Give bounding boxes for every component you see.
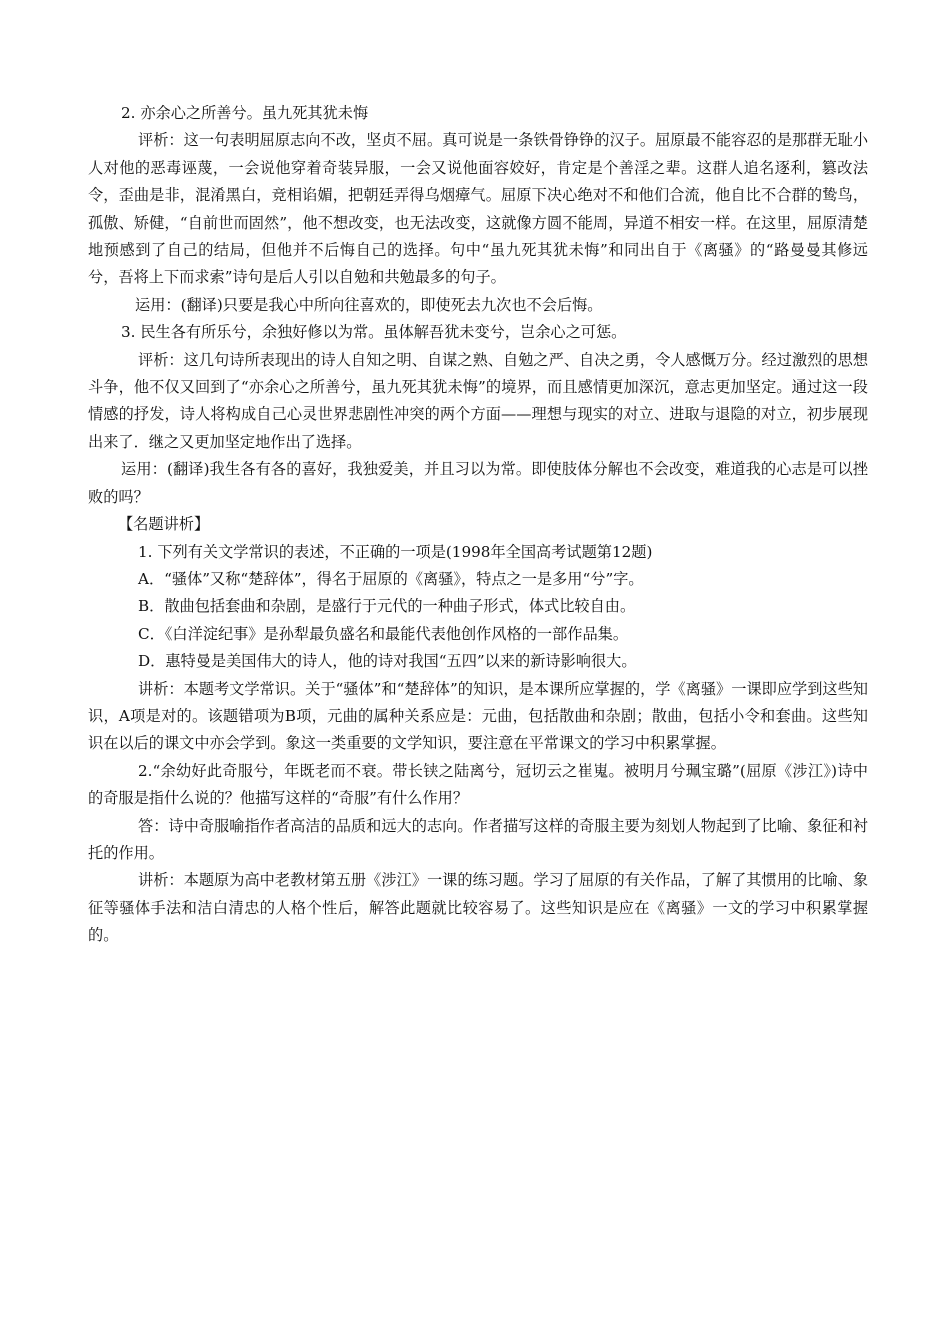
question-2-explanation: 讲析：本题原为高中老教材第五册《涉江》一课的练习题。学习了屈原的有关作品，了解了其惯用的比喻、象征等骚体手法和洁白清忠的人格个性后，解答此题就比较容易了。这些知识是应在《离骚》一文的学习中积累掌握的。 (88, 871, 868, 945)
question-1-explanation: 讲析：本题考文学常识。关于“骚体”和“楚辞体”的知识，是本课所应掌握的，学《离骚》一课即应学到这些知识，A项是对的。该题错项为B项，元曲的属种关系应是：元曲，包括散曲和杂剧；散曲，包括小令和套曲。这些知识在以后的课文中亦会学到。象这一类重要的文学知识，要注意在平常课文的学习中积累掌握。 (88, 679, 868, 753)
option-b: B．散曲包括套曲和杂剧，是盛行于元代的一种曲子形式，体式比较自由。 (138, 597, 636, 616)
item-2-analysis: 评析：这一句表明屈原志向不改，坚贞不屈。真可说是一条铁骨铮铮的汉子。屈原最不能容忍的是那群无耻小人对他的恶毒诬蔑，一会说他穿着奇装异服，一会又说他面容姣好，肯定是个善淫之辈。这群人追名逐利，篡改法令，歪曲是非，混淆黑白，竞相谄媚，把朝廷弄得乌烟瘴气。屈原下决心绝对不和他们合流，他自比不合群的鸷鸟，孤傲、矫健，“自前世而固然”，他不想改变，也无法改变，这就像方圆不能周，异道不相安一样。在这里，屈原清楚地预感到了自己的结局，但他并不后悔自己的选择。句中“虽九死其犹未悔”和同出自于《离骚》的“路曼曼其修远兮，吾将上下而求索”诗句是后人引以自勉和共勉最多的句子。 (88, 131, 868, 287)
question-2-answer: 答：诗中奇服喻指作者高洁的品质和远大的志向。作者描写这样的奇服主要为刻划人物起到了比喻、象征和衬托的作用。 (88, 816, 868, 862)
question-2: 2.“余幼好此奇服兮，年既老而不衰。带长铗之陆离兮，冠切云之崔嵬。被明月兮珮宝璐”(屈原《涉江》)诗中的奇服是指什么说的？他描写这样的“奇服”有什么作用？ (88, 761, 868, 808)
item-2-usage: 运用：(翻译)只要是我心中所向往喜欢的，即使死去九次也不会后悔。 (135, 295, 603, 314)
item-3-analysis: 评析：这几句诗所表现出的诗人自知之明、自谋之熟、自勉之严、自决之勇，令人感慨万分。经过激烈的思想斗争，他不仅又回到了“亦余心之所善兮，虽九死其犹未悔”的境界，而且感情更加深沉，意志更加坚定。通过这一段情感的抒发，诗人将构成自己心灵世界悲剧性冲突的两个方面——理想与现实的对立、进取与退隐的对立，初步展现出来了．继之又更加坚定地作出了选择。 (88, 350, 868, 451)
option-d: D．惠特曼是美国伟大的诗人，他的诗对我国“五四”以来的新诗影响很大。 (138, 652, 637, 671)
option-a: A．“骚体”又称“楚辞体”，得名于屈原的《离骚》，特点之一是多用“兮”字。 (138, 569, 644, 588)
document-body (88, 100, 868, 950)
item-3-usage: 运用：(翻译)我生各有各的喜好，我独爱美，并且习以为常。即使肢体分解也不会改变，难道我的心志是可以挫败的吗？ (88, 460, 868, 506)
item-2-heading: 2. 亦余心之所善兮。虽九死其犹未悔 (121, 104, 369, 122)
option-c: C．《白洋淀纪事》是孙犁最负盛名和最能代表他创作风格的一部作品集。 (138, 624, 629, 643)
question-1: 1. 下列有关文学常识的表述，不正确的一项是(1998年全国高考试题第12题) (138, 542, 653, 561)
section-heading: 【名题讲析】 (118, 515, 210, 534)
item-3-heading: 3. 民生各有所乐兮，余独好修以为常。虽体解吾犹未变兮，岂余心之可惩。 (121, 323, 627, 342)
